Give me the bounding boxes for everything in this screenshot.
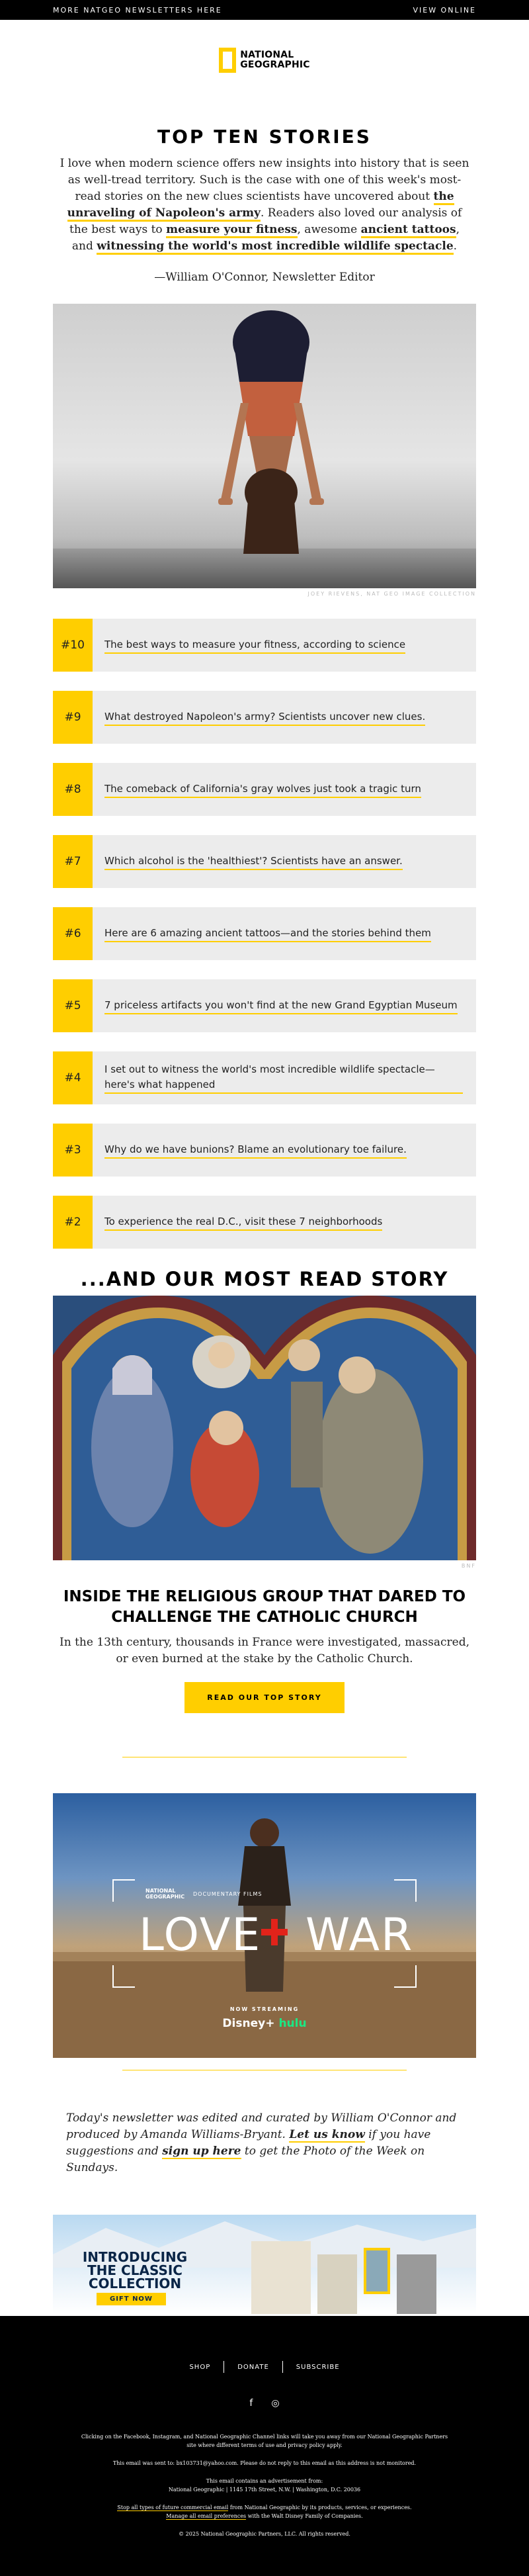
most-read-heading: ...AND OUR MOST READ STORY — [80, 1268, 449, 1290]
footer-nav — [0, 2361, 529, 2373]
story-title-link[interactable]: Why do we have bunions? Blame an evolutionary toe failure. — [104, 1142, 407, 1159]
photo-credit: JOEY RIEVENS, NAT GEO IMAGE COLLECTION — [307, 591, 476, 597]
story-item[interactable] — [53, 763, 476, 816]
view-online-link[interactable]: VIEW ONLINE — [413, 5, 476, 15]
corner-bracket-icon — [112, 1965, 135, 1988]
story-rank: #7 — [53, 835, 93, 888]
logo-area — [0, 20, 529, 93]
intro-paragraph — [60, 155, 469, 255]
corner-bracket-icon — [112, 1879, 135, 1902]
story-title-link[interactable]: 7 priceless artifacts you won't find at the new Grand Egyptian Museum — [104, 998, 458, 1014]
intro-text: . — [453, 240, 458, 253]
story-title-box — [93, 691, 476, 744]
instagram-icon[interactable]: ◎ — [271, 2398, 280, 2409]
stop-email-link[interactable]: Stop all types of future commercial email — [117, 2505, 229, 2510]
editor-signoff: —William O'Connor, Newsletter Editor — [154, 271, 375, 284]
story-title-link[interactable]: Here are 6 amazing ancient tattoos—and the stories behind them — [104, 926, 431, 942]
promo-title-left: LOVE — [139, 1909, 262, 1961]
credits-text: if you have suggestions and — [66, 2128, 431, 2158]
footer-donate-link[interactable]: DONATE — [237, 2363, 269, 2371]
disney-plus-logo: Disney+ — [222, 2017, 275, 2030]
story-title-link[interactable]: Which alcohol is the 'healthiest'? Scientists have an answer. — [104, 854, 403, 870]
yoga-figure-icon — [53, 304, 476, 588]
footer-ad-notice: This email contains an advertisement from: — [206, 2478, 323, 2484]
story-title-link[interactable]: The best ways to measure your fitness, according to science — [104, 637, 405, 654]
credits-text: to get the Photo of the Week on Sundays. — [66, 2145, 425, 2174]
top-bar — [0, 0, 529, 20]
top-story-title[interactable]: INSIDE THE RELIGIOUS GROUP THAT DARED TO CHALLENGE THE CATHOLIC CHURCH — [63, 1588, 466, 1626]
intro-text: . Readers also loved our analysis of the best ways to — [69, 206, 462, 236]
story-item[interactable] — [53, 1124, 476, 1177]
fitness-link[interactable]: measure your fitness — [166, 223, 297, 238]
footer-subscribe-link[interactable]: SUBSCRIBE — [296, 2363, 340, 2371]
story-title-box — [93, 619, 476, 672]
story-item[interactable] — [53, 1196, 476, 1249]
manuscript-image[interactable] — [53, 1296, 476, 1560]
streaming-brands — [53, 2017, 476, 2030]
promo-films-label: DOCUMENTARY FILMS — [193, 1891, 263, 1897]
footer-ad-block — [79, 2477, 450, 2494]
story-title-box — [93, 907, 476, 960]
red-cross-icon — [261, 1919, 288, 1945]
story-rank: #8 — [53, 763, 93, 816]
footer-stop-text: from National Geographic by its products, services, or experiences. — [228, 2505, 412, 2510]
footer-unsubscribe-block — [79, 2503, 450, 2520]
napoleon-link[interactable]: the unraveling of Napoleon's army — [67, 190, 454, 222]
story-item[interactable] — [53, 835, 476, 888]
classic-collection-ad[interactable] — [53, 2215, 476, 2314]
story-title-link[interactable]: To experience the real D.C., visit these 7 neighborhoods — [104, 1214, 382, 1231]
corner-bracket-icon — [394, 1879, 417, 1902]
page-title: TOP TEN STORIES — [157, 126, 372, 148]
logo-line1: NATIONAL — [240, 50, 294, 60]
hero-image[interactable] — [53, 304, 476, 588]
promo-title-right: WAR — [305, 1909, 414, 1961]
hulu-logo: hulu — [278, 2017, 307, 2030]
footer-copyright: © 2025 National Geographic Partners, LLC. All rights reserved. — [179, 2531, 350, 2537]
now-streaming-label: NOW STREAMING — [229, 2006, 300, 2012]
story-title-box — [93, 835, 476, 888]
natgeo-logo[interactable] — [219, 48, 310, 73]
story-title-link[interactable]: The comeback of California's gray wolves just took a tragic turn — [104, 781, 421, 798]
love-war-promo[interactable] — [53, 1793, 476, 2058]
corner-bracket-icon — [394, 1965, 417, 1988]
story-item[interactable] — [53, 907, 476, 960]
story-item[interactable] — [53, 979, 476, 1032]
story-title-box — [93, 1196, 476, 1249]
ad-title: INTRODUCING THE CLASSIC COLLECTION — [82, 2249, 188, 2291]
more-newsletters-link[interactable]: MORE NATGEO NEWSLETTERS HERE — [53, 5, 222, 15]
story-item[interactable] — [53, 691, 476, 744]
manuscript-art-icon — [53, 1296, 476, 1560]
yellow-border-icon — [219, 48, 236, 73]
let-us-know-link[interactable]: Let us know — [289, 2128, 365, 2141]
promo-ng-line2: GEOGRAPHIC — [145, 1894, 185, 1900]
sign-up-here-link[interactable]: sign up here — [162, 2145, 241, 2158]
top-story-description: In the 13th century, thousands in France were investigated, massacred, or even burned at the stake by the Catholic Church. — [60, 1636, 469, 1666]
top-ten-list — [53, 619, 476, 1249]
footer-disclaimer: Clicking on the Facebook, Instagram, and National Geographic Channel links will take you away from our National Geographic Partners site where different terms of use and privacy policy apply. — [81, 2434, 448, 2448]
footer-legal — [79, 2432, 450, 2538]
manage-preferences-link[interactable]: Manage all email preferences — [166, 2513, 247, 2519]
credits-text: Today's newsletter was edited and curated by William O'Connor and produced by Amanda Williams-Bryant. — [66, 2111, 457, 2141]
story-title-box — [93, 1051, 476, 1104]
story-title-link[interactable]: I set out to witness the world's most incredible wildlife spectacle—here's what happened — [104, 1062, 463, 1094]
footer-address: National Geographic | 1145 17th Street, N.W. | Washington, D.C. 20036 — [168, 2487, 361, 2493]
story-title-link[interactable]: What destroyed Napoleon's army? Scientists uncover new clues. — [104, 709, 425, 726]
story-rank: #2 — [53, 1196, 93, 1249]
story-rank: #4 — [53, 1051, 93, 1104]
intro-text: , awesome — [297, 223, 361, 236]
story-rank: #6 — [53, 907, 93, 960]
logo-line2: GEOGRAPHIC — [240, 60, 310, 70]
story-title-box — [93, 763, 476, 816]
story-title-box — [93, 979, 476, 1032]
art-credit: BNF — [461, 1563, 476, 1569]
story-title-box — [93, 1124, 476, 1177]
social-links — [0, 2398, 529, 2409]
wildlife-link[interactable]: witnessing the world's most incredible wildlife spectacle — [97, 240, 453, 255]
facebook-icon[interactable]: f — [249, 2398, 253, 2409]
story-rank: #10 — [53, 619, 93, 672]
newsletter-credits — [66, 2110, 463, 2176]
tattoos-link[interactable]: ancient tattoos — [361, 223, 456, 238]
gift-now-button[interactable]: GIFT NOW — [97, 2293, 166, 2305]
footer — [0, 2316, 529, 2576]
story-rank: #5 — [53, 979, 93, 1032]
footer-manage-text: with the Walt Disney Family of Companies. — [246, 2513, 363, 2519]
intro-text: I love when modern science offers new insights into history that is seen as well-tread territory. Such is the case with one of this week's most-read stories on the new clues scientists have uncovered about — [60, 157, 469, 203]
footer-shop-link[interactable]: SHOP — [189, 2363, 211, 2371]
story-item[interactable] — [53, 619, 476, 672]
story-rank: #9 — [53, 691, 93, 744]
footer-sent-to: This email was sent to: bx103731@yahoo.com. Please do not reply to this email as this address is not monitored. — [112, 2460, 417, 2466]
story-rank: #3 — [53, 1124, 93, 1177]
promo-ng-line1: NATIONAL — [145, 1888, 176, 1894]
read-top-story-button[interactable]: READ OUR TOP STORY — [184, 1682, 344, 1713]
intro-text: , and — [71, 223, 460, 253]
story-item[interactable] — [53, 1051, 476, 1104]
